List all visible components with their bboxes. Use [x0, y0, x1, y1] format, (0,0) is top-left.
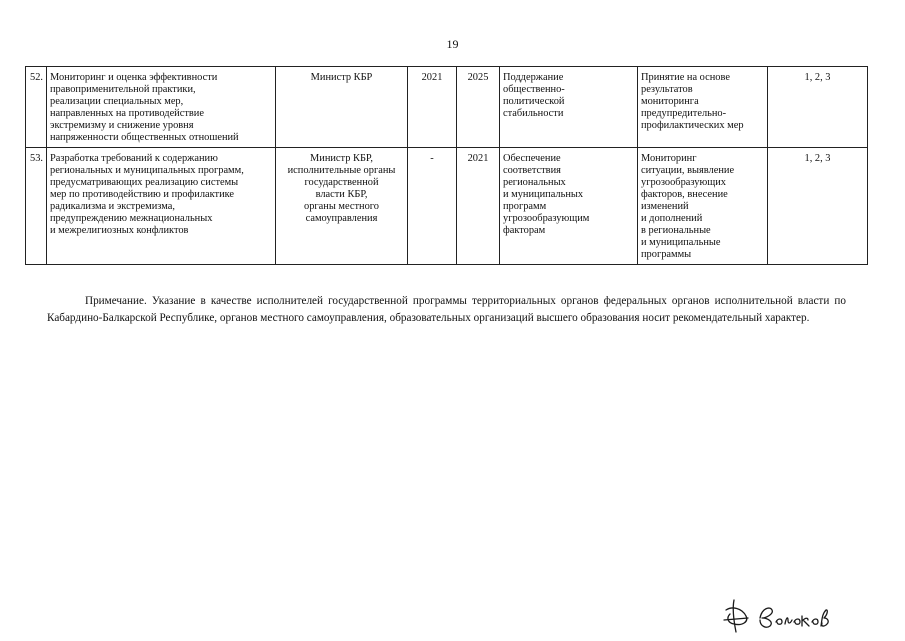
event-name: Мониторинг и оценка эффективности правоприменительной практики, реализации специальных мер, направленных на противодействие экстремизму и снижение уровня напряженности общественных отношений — [47, 67, 276, 148]
year-start: - — [408, 148, 457, 265]
year-end: 2025 — [457, 67, 500, 148]
indicators: 1, 2, 3 — [768, 148, 868, 265]
goal: Обеспечение соответствия региональных и муниципальных программ угрозообразующим факторам — [500, 148, 638, 265]
expected-result: Принятие на основе результатов мониторинга предупредительно- профилактических мер — [638, 67, 768, 148]
handwritten-signature — [722, 596, 832, 641]
row-number: 53. — [26, 148, 47, 265]
executor: Министр КБР, исполнительные органы государственной власти КБР, органы местного самоуправления — [276, 148, 408, 265]
page-number: 19 — [446, 37, 459, 51]
year-start: 2021 — [408, 67, 457, 148]
measures-table — [25, 66, 868, 265]
indicators: 1, 2, 3 — [768, 67, 868, 148]
note-paragraph: Примечание. Указание в качестве исполнителей государственной программы территориальных органов федеральных органов исполнительной власти по Кабардино-Балкарской Республике, органов местного самоуправления, образовательных организаций высшего образования носит рекомендательный характер. — [47, 295, 846, 324]
table-row — [26, 148, 868, 265]
row-number: 52. — [26, 67, 47, 148]
executor: Министр КБР — [276, 67, 408, 148]
goal: Поддержание общественно- политической стабильности — [500, 67, 638, 148]
table-row — [26, 67, 868, 148]
expected-result: Мониторинг ситуации, выявление угрозообразующих факторов, внесение изменений и дополнений в региональные и муниципальные программы — [638, 148, 768, 265]
event-name: Разработка требований к содержанию региональных и муниципальных программ, предусматривающих реализацию системы мер по противодействию и профилактике радикализма и экстремизма, предупреждению межнациональных и межрелигиозных конфликтов — [47, 148, 276, 265]
year-end: 2021 — [457, 148, 500, 265]
